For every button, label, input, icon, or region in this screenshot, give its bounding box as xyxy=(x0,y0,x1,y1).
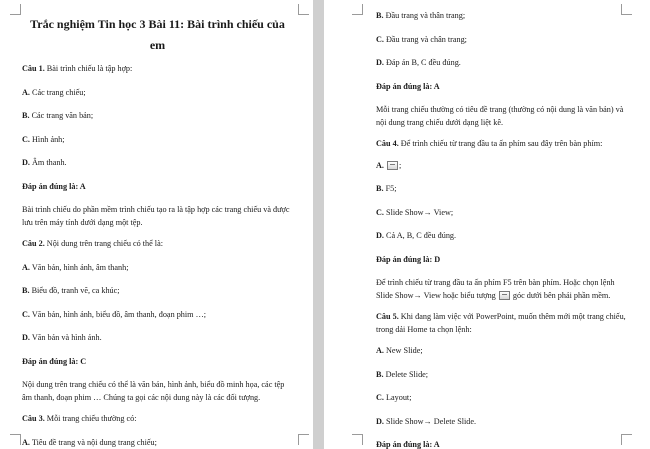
item-text: Delete Slide; xyxy=(383,369,429,379)
question-line xyxy=(376,311,630,336)
answer-line xyxy=(22,356,293,369)
explanation-paragraph xyxy=(376,277,630,302)
answer-label: Đáp án đúng là: A xyxy=(376,81,440,91)
item-text: Văn bản, hình ảnh, biểu đồ, âm thanh, đoạn phim …; xyxy=(29,309,207,319)
item-text: Layout; xyxy=(383,393,412,402)
crop-mark xyxy=(298,434,309,445)
option-line xyxy=(22,332,293,345)
answer-line xyxy=(376,81,630,94)
item-label: A. xyxy=(22,87,30,97)
option-line xyxy=(376,416,630,429)
option-line xyxy=(376,207,630,220)
item-text: Âm thanh. xyxy=(29,158,67,167)
item-text: Mỗi trang chiếu thường có tiêu đề trang (thường có nội dung là văn bản) và nội dung trang chiếu dưới dạng liệt kê. xyxy=(376,105,624,127)
item-text: Đầu trang và chân trang; xyxy=(383,34,467,44)
item-text-after: góc dưới bên phải phần mềm. xyxy=(510,290,611,300)
item-label: C. xyxy=(376,393,384,402)
right-page-body xyxy=(376,10,630,449)
item-label: B. xyxy=(376,184,384,193)
item-label: A. xyxy=(22,262,30,272)
crop-mark xyxy=(621,4,632,15)
item-text xyxy=(384,161,386,170)
explanation-paragraph xyxy=(376,104,630,129)
item-label: A. xyxy=(376,160,384,170)
item-text: Khi đang làm việc với PowerPoint, muốn thêm mới một trang chiếu, trong dải Home ta chọn lệnh: xyxy=(376,312,626,334)
item-label: D. xyxy=(22,333,30,342)
crop-mark xyxy=(298,4,309,15)
item-text: Nội dung trên trang chiếu có thể là văn bản, hình ảnh, biểu đồ minh họa, các tệp âm thanh, đoạn phim … Chúng ta gọi các nội dung này là các đối tượng. xyxy=(22,380,285,402)
option-line xyxy=(376,345,630,358)
item-label: B. xyxy=(22,286,30,295)
answer-line xyxy=(376,439,630,449)
item-text: New Slide; xyxy=(383,346,423,355)
item-text: Đầu trang và thân trang; xyxy=(383,11,466,20)
item-text: Các trang văn bản; xyxy=(29,111,94,120)
crop-mark xyxy=(10,434,21,445)
answer-label: Đáp án đúng là: A xyxy=(22,181,86,191)
item-label: C. xyxy=(376,34,384,44)
item-label: C. xyxy=(22,134,30,144)
option-line xyxy=(22,262,293,275)
item-label: C. xyxy=(22,309,30,319)
option-line xyxy=(22,285,293,298)
question-line xyxy=(376,138,630,151)
explanation-paragraph xyxy=(22,204,293,229)
explanation-paragraph xyxy=(22,379,293,404)
document-page-left xyxy=(0,0,313,449)
item-text: Để trình chiếu từ trang đầu ta ấn phím F5 trên bàn phím. Hoặc chọn lệnh Slide Show→ View hoặc biểu tượng xyxy=(376,278,615,300)
item-label: C. xyxy=(376,207,384,217)
item-text: Biểu đồ, tranh vẽ, ca khúc; xyxy=(29,286,120,295)
document-page-right xyxy=(324,0,650,449)
option-line xyxy=(22,134,293,147)
slide-show-icon xyxy=(499,291,510,300)
item-text-after: ; xyxy=(399,160,402,170)
item-label: A. xyxy=(376,346,384,355)
answer-line xyxy=(22,181,293,194)
item-label: Câu 3. xyxy=(22,414,45,423)
option-line xyxy=(376,10,630,23)
left-page-body xyxy=(22,63,293,449)
answer-label: Đáp án đúng là: C xyxy=(22,356,87,366)
item-label: D. xyxy=(376,58,384,67)
option-line xyxy=(22,309,293,322)
answer-line xyxy=(376,254,630,267)
option-line xyxy=(22,110,293,123)
option-line xyxy=(22,157,293,170)
item-text: Bài trình chiếu do phần mềm trình chiếu tạo ra là tập hợp các trang chiếu và được lưu trên máy tính dưới dạng một tệp. xyxy=(22,205,290,227)
option-line xyxy=(376,183,630,196)
crop-mark xyxy=(352,434,363,445)
item-label: Câu 1. xyxy=(22,64,45,73)
document-title: Trắc nghiệm Tin học 3 Bài 11: Bài trình chiếu của em xyxy=(30,17,285,52)
item-text: Nội dung trên trang chiếu có thể là: xyxy=(44,239,163,248)
crop-mark xyxy=(352,4,363,15)
item-text: Văn bản, hình ảnh, âm thanh; xyxy=(29,262,129,272)
item-label: Câu 5. xyxy=(376,312,399,321)
item-text: Đáp án B, C đều đúng. xyxy=(383,58,461,67)
crop-mark xyxy=(10,4,21,15)
option-line xyxy=(376,160,630,173)
item-text: Slide Show→ View; xyxy=(383,207,454,217)
item-label: B. xyxy=(22,111,30,120)
question-line xyxy=(22,238,293,251)
question-line xyxy=(22,413,293,426)
option-line xyxy=(376,369,630,382)
slide-show-icon xyxy=(387,161,398,170)
item-text: Mỗi trang chiếu thường có: xyxy=(44,414,137,423)
option-line xyxy=(22,87,293,100)
item-label: Câu 4. xyxy=(376,139,399,148)
item-text: Tiêu đề trang và nội dung trang chiếu; xyxy=(29,437,157,447)
item-label: D. xyxy=(22,158,30,167)
crop-mark xyxy=(621,434,632,445)
option-line xyxy=(376,392,630,405)
item-label: A. xyxy=(22,437,30,447)
question-line xyxy=(22,63,293,76)
item-text: Cả A, B, C đều đúng. xyxy=(383,231,457,240)
item-text: Slide Show→ Delete Slide. xyxy=(383,416,477,426)
option-line xyxy=(376,57,630,70)
item-label: B. xyxy=(376,11,384,20)
item-text: Các trang chiếu; xyxy=(29,87,86,97)
item-text: Văn bản và hình ảnh. xyxy=(29,333,102,342)
option-line xyxy=(376,34,630,47)
item-label: D. xyxy=(376,231,384,240)
item-text: Hình ảnh; xyxy=(29,134,65,144)
item-text: Bài trình chiếu là tập hợp: xyxy=(44,64,133,73)
item-text: F5; xyxy=(383,184,397,193)
item-text: Để trình chiếu từ trang đầu ta ấn phím sau đây trên bàn phím: xyxy=(398,139,603,148)
item-label: Câu 2. xyxy=(22,239,45,248)
answer-label: Đáp án đúng là: D xyxy=(376,254,441,264)
option-line xyxy=(22,437,293,449)
answer-label: Đáp án đúng là: A xyxy=(376,440,440,449)
option-line xyxy=(376,230,630,243)
item-label: B. xyxy=(376,369,384,379)
item-label: D. xyxy=(376,416,384,426)
